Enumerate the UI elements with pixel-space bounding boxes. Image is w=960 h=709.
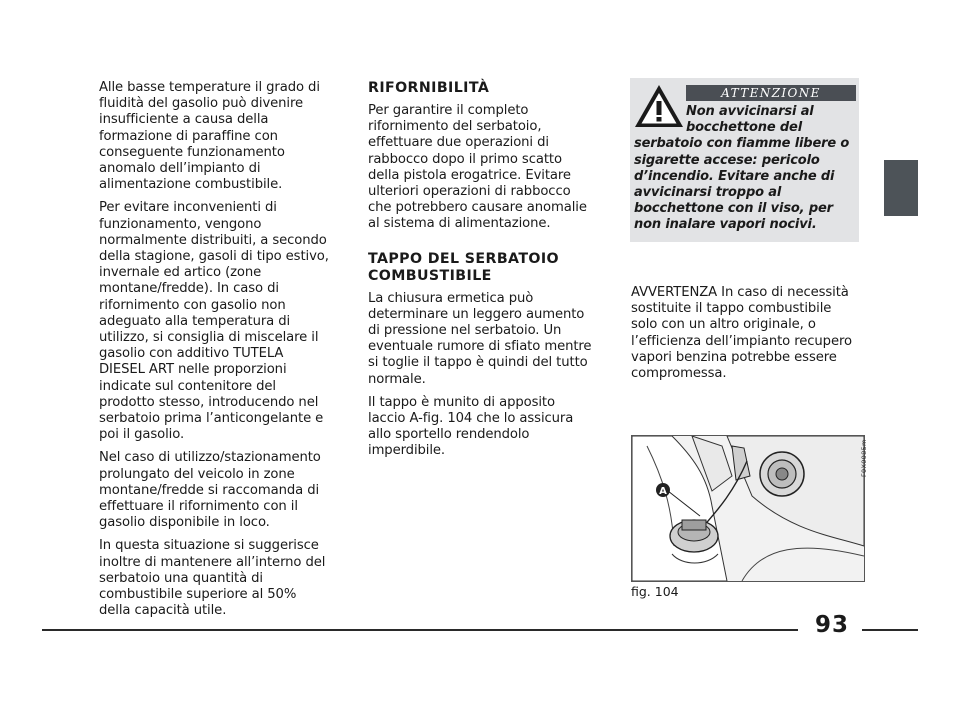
footer-rule xyxy=(42,629,798,631)
section-heading-tappo: TAPPO DEL SERBATOIO COMBUSTIBILE xyxy=(368,250,560,284)
paragraph: Alle basse temperature il grado di fluidità del gasolio può divenire insufficiente a causa della formazione di paraffine con conseguente funzionamento anomalo dell’impianto di alimentazione combustibile. xyxy=(99,80,320,193)
warning-title: ATTENZIONE xyxy=(686,85,856,101)
middle-column xyxy=(368,80,596,467)
paragraph: Per garantire il completo rifornimento del serbatoio, effettuare due operazioni di rabbocco dopo il primo scatto della pistola erogatrice. Evitare ulteriori operazioni di rabbocco che potrebbero causare anomalie al sistema di alimentazione. xyxy=(368,103,587,232)
paragraph: La chiusura ermetica può determinare un leggero aumento di pressione nel serbatoio. Un eventuale rumore di sfiato mentre si toglie il tappo è quindi del tutto normale. xyxy=(368,290,592,387)
paragraph: In questa situazione si suggerisce inoltre di mantenere all’interno del serbatoio una quantità di combustibile superiore al 50% della capacità utile. xyxy=(99,538,326,619)
paragraph: Per evitare inconvenienti di funzionamento, vengono normalmente distribuiti, a secondo della stagione, gasoli di tipo estivo, invernale ed artico (zone montane/fredde). In caso di rifornimento con gasolio non adeguato alla temperatura di utilizzo, si consiglia di miscelare il gasolio con additivo TUTELA DIESEL ART nelle proporzioni indicate sul contenitore del prodotto stesso, introducendo nel serbatoio prima l’anticongelante e poi il gasolio. xyxy=(99,200,329,443)
page-number: 93 xyxy=(814,612,849,638)
section-heading-rifornibilita: RIFORNIBILITÀ xyxy=(368,80,490,96)
figure-fuel-cap-image xyxy=(631,435,865,582)
left-column xyxy=(99,80,331,627)
fuel-cap-illustration xyxy=(632,436,864,581)
footer-rule xyxy=(862,629,918,631)
warning-body: serbatoio con fiamme libere o sigarette accese: pericolo d’incendio. Evitare anche di avvicinarsi troppo al bocchettone con il viso, per non inalare vapori nocivi. xyxy=(634,136,850,233)
note-paragraph xyxy=(631,285,853,389)
callout-a-label: A xyxy=(659,486,667,497)
paragraph: Nel caso di utilizzo/stazionamento prolungato del veicolo in zone montane/fredde si raccomanda di effettuare il rifornimento con il gasolio disponibile in loco. xyxy=(99,450,321,531)
warning-line: bocchettone del xyxy=(686,120,803,136)
warning-text xyxy=(634,104,854,234)
figure-code: F0X0085m xyxy=(860,439,868,477)
paragraph: Il tappo è munito di apposito laccio A-fig. 104 che lo assicura allo sportello rendendolo imperdibile. xyxy=(368,394,574,459)
avvertenza-note: AVVERTENZA In caso di necessità sostituite il tappo combustibile solo con un altro originale, o l’efficienza dell’impianto recupero vapori benzina potrebbe essere compromessa. xyxy=(631,285,852,382)
section-tab xyxy=(884,160,918,216)
figure-caption: fig. 104 xyxy=(631,584,679,599)
warning-line: Non avvicinarsi al xyxy=(686,104,814,119)
